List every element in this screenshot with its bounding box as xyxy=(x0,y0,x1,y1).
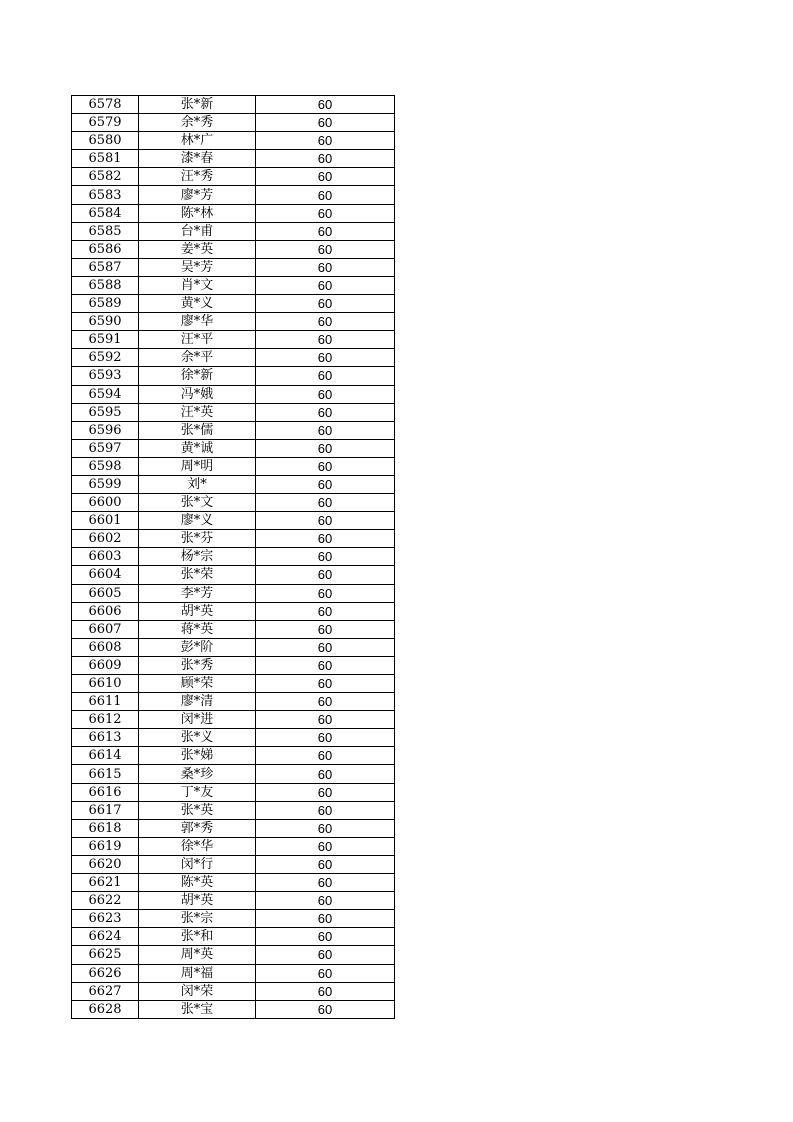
name-cell: 黄*诚 xyxy=(139,439,256,457)
table-row xyxy=(72,638,395,656)
name-cell: 廖*清 xyxy=(139,693,256,711)
table-row xyxy=(72,385,395,403)
row-number-cell: 6618 xyxy=(72,819,139,837)
name-cell: 蒋*英 xyxy=(139,620,256,638)
row-number-cell: 6585 xyxy=(72,222,139,240)
table-body xyxy=(72,96,395,1019)
row-number-cell: 6581 xyxy=(72,150,139,168)
amount-cell: 60 xyxy=(256,457,395,475)
table-row xyxy=(72,457,395,475)
name-cell: 张*秀 xyxy=(139,656,256,674)
amount-cell: 60 xyxy=(256,168,395,186)
amount-cell: 60 xyxy=(256,910,395,928)
name-cell: 张*和 xyxy=(139,928,256,946)
row-number-cell: 6615 xyxy=(72,765,139,783)
name-cell: 顾*荣 xyxy=(139,675,256,693)
name-cell: 周*福 xyxy=(139,964,256,982)
table-row xyxy=(72,602,395,620)
amount-cell: 60 xyxy=(256,982,395,1000)
table-row xyxy=(72,566,395,584)
amount-cell: 60 xyxy=(256,964,395,982)
row-number-cell: 6624 xyxy=(72,928,139,946)
data-table xyxy=(71,95,395,1019)
table-row xyxy=(72,494,395,512)
row-number-cell: 6614 xyxy=(72,747,139,765)
table-row xyxy=(72,222,395,240)
table-row xyxy=(72,982,395,1000)
name-cell: 台*甫 xyxy=(139,222,256,240)
name-cell: 周*英 xyxy=(139,946,256,964)
row-number-cell: 6584 xyxy=(72,204,139,222)
table-row xyxy=(72,837,395,855)
table-row xyxy=(72,711,395,729)
name-cell: 杨*宗 xyxy=(139,548,256,566)
amount-cell: 60 xyxy=(256,313,395,331)
table-row xyxy=(72,584,395,602)
table-row xyxy=(72,132,395,150)
table-row xyxy=(72,928,395,946)
row-number-cell: 6620 xyxy=(72,855,139,873)
amount-cell: 60 xyxy=(256,855,395,873)
amount-cell: 60 xyxy=(256,222,395,240)
table-row xyxy=(72,276,395,294)
amount-cell: 60 xyxy=(256,711,395,729)
name-cell: 张*娣 xyxy=(139,747,256,765)
table-row xyxy=(72,801,395,819)
amount-cell: 60 xyxy=(256,819,395,837)
row-number-cell: 6601 xyxy=(72,512,139,530)
table-row xyxy=(72,96,395,114)
name-cell: 张*义 xyxy=(139,729,256,747)
name-cell: 张*荣 xyxy=(139,566,256,584)
name-cell: 胡*英 xyxy=(139,892,256,910)
name-cell: 冯*娥 xyxy=(139,385,256,403)
name-cell: 张*英 xyxy=(139,801,256,819)
table-row xyxy=(72,512,395,530)
row-number-cell: 6603 xyxy=(72,548,139,566)
name-cell: 张*宝 xyxy=(139,1000,256,1018)
amount-cell: 60 xyxy=(256,783,395,801)
amount-cell: 60 xyxy=(256,276,395,294)
amount-cell: 60 xyxy=(256,258,395,276)
row-number-cell: 6604 xyxy=(72,566,139,584)
name-cell: 徐*华 xyxy=(139,837,256,855)
row-number-cell: 6594 xyxy=(72,385,139,403)
table-row xyxy=(72,765,395,783)
amount-cell: 60 xyxy=(256,240,395,258)
name-cell: 廖*义 xyxy=(139,512,256,530)
amount-cell: 60 xyxy=(256,874,395,892)
table-row xyxy=(72,819,395,837)
table-row xyxy=(72,874,395,892)
amount-cell: 60 xyxy=(256,295,395,313)
amount-cell: 60 xyxy=(256,439,395,457)
table-row xyxy=(72,240,395,258)
name-cell: 张*新 xyxy=(139,96,256,114)
table-row xyxy=(72,747,395,765)
name-cell: 桑*珍 xyxy=(139,765,256,783)
name-cell: 闵*荣 xyxy=(139,982,256,1000)
name-cell: 汪*平 xyxy=(139,331,256,349)
table-row xyxy=(72,349,395,367)
name-cell: 丁*友 xyxy=(139,783,256,801)
table-row xyxy=(72,1000,395,1018)
name-cell: 彭*阶 xyxy=(139,638,256,656)
row-number-cell: 6608 xyxy=(72,638,139,656)
name-cell: 陈*英 xyxy=(139,874,256,892)
row-number-cell: 6612 xyxy=(72,711,139,729)
table-row xyxy=(72,258,395,276)
table-row xyxy=(72,620,395,638)
name-cell: 闵*进 xyxy=(139,711,256,729)
table-row xyxy=(72,946,395,964)
amount-cell: 60 xyxy=(256,747,395,765)
amount-cell: 60 xyxy=(256,765,395,783)
amount-cell: 60 xyxy=(256,530,395,548)
name-cell: 汪*英 xyxy=(139,403,256,421)
row-number-cell: 6597 xyxy=(72,439,139,457)
row-number-cell: 6613 xyxy=(72,729,139,747)
name-cell: 余*秀 xyxy=(139,114,256,132)
row-number-cell: 6609 xyxy=(72,656,139,674)
amount-cell: 60 xyxy=(256,403,395,421)
name-cell: 张*儒 xyxy=(139,421,256,439)
row-number-cell: 6628 xyxy=(72,1000,139,1018)
name-cell: 林*广 xyxy=(139,132,256,150)
name-cell: 徐*新 xyxy=(139,367,256,385)
row-number-cell: 6593 xyxy=(72,367,139,385)
row-number-cell: 6610 xyxy=(72,675,139,693)
row-number-cell: 6626 xyxy=(72,964,139,982)
table-row xyxy=(72,168,395,186)
name-cell: 张*芬 xyxy=(139,530,256,548)
row-number-cell: 6587 xyxy=(72,258,139,276)
amount-cell: 60 xyxy=(256,693,395,711)
table-row xyxy=(72,331,395,349)
name-cell: 李*芳 xyxy=(139,584,256,602)
table-row xyxy=(72,964,395,982)
table-row xyxy=(72,475,395,493)
amount-cell: 60 xyxy=(256,566,395,584)
amount-cell: 60 xyxy=(256,96,395,114)
amount-cell: 60 xyxy=(256,1000,395,1018)
row-number-cell: 6602 xyxy=(72,530,139,548)
row-number-cell: 6623 xyxy=(72,910,139,928)
table-row xyxy=(72,295,395,313)
name-cell: 郭*秀 xyxy=(139,819,256,837)
table-row xyxy=(72,421,395,439)
name-cell: 张*文 xyxy=(139,494,256,512)
row-number-cell: 6617 xyxy=(72,801,139,819)
row-number-cell: 6599 xyxy=(72,475,139,493)
name-cell: 肖*文 xyxy=(139,276,256,294)
name-cell: 陈*林 xyxy=(139,204,256,222)
table-row xyxy=(72,530,395,548)
row-number-cell: 6611 xyxy=(72,693,139,711)
amount-cell: 60 xyxy=(256,114,395,132)
table-row xyxy=(72,729,395,747)
name-cell: 廖*芳 xyxy=(139,186,256,204)
table-row xyxy=(72,693,395,711)
amount-cell: 60 xyxy=(256,421,395,439)
row-number-cell: 6595 xyxy=(72,403,139,421)
amount-cell: 60 xyxy=(256,548,395,566)
table-row xyxy=(72,656,395,674)
amount-cell: 60 xyxy=(256,186,395,204)
row-number-cell: 6619 xyxy=(72,837,139,855)
table-row xyxy=(72,313,395,331)
name-cell: 廖*华 xyxy=(139,313,256,331)
amount-cell: 60 xyxy=(256,837,395,855)
row-number-cell: 6589 xyxy=(72,295,139,313)
row-number-cell: 6621 xyxy=(72,874,139,892)
amount-cell: 60 xyxy=(256,638,395,656)
row-number-cell: 6586 xyxy=(72,240,139,258)
name-cell: 吴*芳 xyxy=(139,258,256,276)
amount-cell: 60 xyxy=(256,475,395,493)
table-row xyxy=(72,910,395,928)
amount-cell: 60 xyxy=(256,494,395,512)
amount-cell: 60 xyxy=(256,331,395,349)
name-cell: 张*宗 xyxy=(139,910,256,928)
name-cell: 黄*义 xyxy=(139,295,256,313)
table-row xyxy=(72,204,395,222)
table-row xyxy=(72,186,395,204)
name-cell: 胡*英 xyxy=(139,602,256,620)
name-cell: 余*平 xyxy=(139,349,256,367)
row-number-cell: 6598 xyxy=(72,457,139,475)
row-number-cell: 6605 xyxy=(72,584,139,602)
amount-cell: 60 xyxy=(256,656,395,674)
amount-cell: 60 xyxy=(256,367,395,385)
amount-cell: 60 xyxy=(256,946,395,964)
table-row xyxy=(72,892,395,910)
table-row xyxy=(72,114,395,132)
row-number-cell: 6578 xyxy=(72,96,139,114)
table-row xyxy=(72,403,395,421)
amount-cell: 60 xyxy=(256,675,395,693)
amount-cell: 60 xyxy=(256,892,395,910)
row-number-cell: 6607 xyxy=(72,620,139,638)
row-number-cell: 6625 xyxy=(72,946,139,964)
table-row xyxy=(72,548,395,566)
amount-cell: 60 xyxy=(256,928,395,946)
amount-cell: 60 xyxy=(256,349,395,367)
amount-cell: 60 xyxy=(256,729,395,747)
row-number-cell: 6606 xyxy=(72,602,139,620)
row-number-cell: 6596 xyxy=(72,421,139,439)
amount-cell: 60 xyxy=(256,204,395,222)
table-row xyxy=(72,367,395,385)
amount-cell: 60 xyxy=(256,801,395,819)
row-number-cell: 6580 xyxy=(72,132,139,150)
row-number-cell: 6590 xyxy=(72,313,139,331)
row-number-cell: 6583 xyxy=(72,186,139,204)
amount-cell: 60 xyxy=(256,512,395,530)
table-row xyxy=(72,439,395,457)
name-cell: 闵*行 xyxy=(139,855,256,873)
row-number-cell: 6627 xyxy=(72,982,139,1000)
name-cell: 刘* xyxy=(139,475,256,493)
table-row xyxy=(72,675,395,693)
table-row xyxy=(72,150,395,168)
name-cell: 汪*秀 xyxy=(139,168,256,186)
row-number-cell: 6588 xyxy=(72,276,139,294)
name-cell: 姜*英 xyxy=(139,240,256,258)
table-row xyxy=(72,783,395,801)
row-number-cell: 6600 xyxy=(72,494,139,512)
amount-cell: 60 xyxy=(256,602,395,620)
row-number-cell: 6579 xyxy=(72,114,139,132)
amount-cell: 60 xyxy=(256,132,395,150)
amount-cell: 60 xyxy=(256,620,395,638)
amount-cell: 60 xyxy=(256,584,395,602)
amount-cell: 60 xyxy=(256,385,395,403)
amount-cell: 60 xyxy=(256,150,395,168)
table-row xyxy=(72,855,395,873)
name-cell: 周*明 xyxy=(139,457,256,475)
row-number-cell: 6622 xyxy=(72,892,139,910)
row-number-cell: 6592 xyxy=(72,349,139,367)
row-number-cell: 6582 xyxy=(72,168,139,186)
name-cell: 漆*春 xyxy=(139,150,256,168)
row-number-cell: 6591 xyxy=(72,331,139,349)
row-number-cell: 6616 xyxy=(72,783,139,801)
